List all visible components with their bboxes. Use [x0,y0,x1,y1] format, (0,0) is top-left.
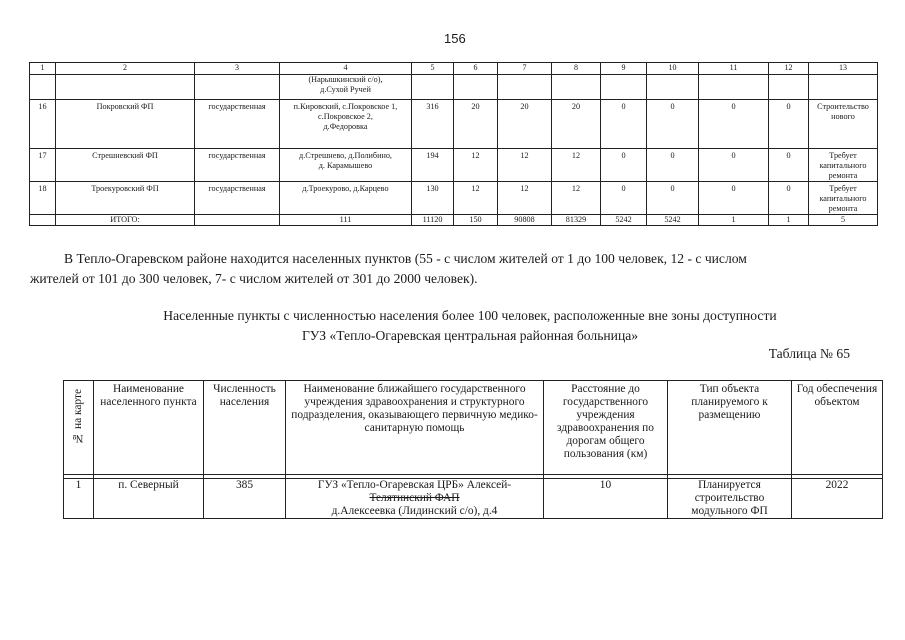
table-caption: Населенные пункты с численностью населения более 100 человек, расположенные вне зоны доступности [163,308,777,323]
cell: 0 [769,100,809,149]
cell: Покровский ФП [56,100,195,149]
total-label: ИТОГО: [56,215,195,226]
cell: 0 [699,182,769,215]
cell: 17 [30,149,56,182]
cell: Троекуровский ФП [56,182,195,215]
column-number: 8 [552,63,601,75]
cell: 5242 [647,215,699,226]
column-number: 13 [809,63,878,75]
cell: государственная [195,100,280,149]
cell: 385 [204,479,286,519]
header-cell: Численность населения [204,381,286,475]
cell: 0 [601,100,647,149]
cell: 20 [498,100,552,149]
table-number: Таблица № 65 [768,346,850,361]
column-number: 4 [280,63,412,75]
facilities-table [29,62,878,226]
cell: 81329 [552,215,601,226]
table-header-row [64,381,883,475]
cell: 11120 [412,215,454,226]
cell: 16 [30,100,56,149]
header-cell: Тип объекта планируемого к размещению [668,381,792,475]
cell: 12 [454,182,498,215]
header-cell: Год обеспечения объектом [792,381,883,475]
cell: 150 [454,215,498,226]
facility-cell [286,479,544,519]
cell: 12 [552,149,601,182]
cell: Стрешневский ФП [56,149,195,182]
cell: 0 [601,182,647,215]
settlements-table [63,380,883,519]
map-number-header: № на карте [72,389,84,444]
cell: 90808 [498,215,552,226]
column-number: 12 [769,63,809,75]
cell: 12 [498,182,552,215]
table-row [30,182,878,215]
facility-line: д.Алексеевка (Лидинский с/о), д.4 [331,505,498,517]
cell: Планируется строительство модульного ФП [668,479,792,519]
column-number: 6 [454,63,498,75]
column-number: 7 [498,63,552,75]
table-total-row [30,215,878,226]
cell: 2022 [792,479,883,519]
cell: Строительство нового [809,100,878,149]
cell: 10 [544,479,668,519]
header-cell: Расстояние до государственного учреждения здравоохранения по дорогам общего пользования (км) [544,381,668,475]
cell: государственная [195,149,280,182]
header-cell: Наименование ближайшего государственного учреждения здравоохранения и структурного подразделения, оказывающего первичную медико-санитарную помощь [286,381,544,475]
cell: государственная [195,182,280,215]
cell [30,215,56,226]
body-paragraph [30,249,864,289]
cell: Требует капитального ремонта [809,182,878,215]
cell: 1 [699,215,769,226]
table-header-row [30,63,878,75]
cell: 12 [552,182,601,215]
facility-line: Телятинский ФАП [369,492,460,504]
paragraph-line: В Тепло-Огаревском районе находится населенных пунктов (55 - с числом жителей от 1 до 100 человек, 12 - с числом [64,251,747,266]
column-number: 2 [56,63,195,75]
cell: 130 [412,182,454,215]
cell: 5242 [601,215,647,226]
cell: 12 [454,149,498,182]
cell: 20 [454,100,498,149]
cell: 5 [809,215,878,226]
cell: 1 [64,479,94,519]
column-number: 1 [30,63,56,75]
cell: 0 [647,182,699,215]
cell: д.Троекурово, д.Карцево [280,182,412,215]
cell [195,215,280,226]
column-number: 11 [699,63,769,75]
cell: п. Северный [94,479,204,519]
cell: 18 [30,182,56,215]
page-number: 156 [444,31,466,46]
cell: 194 [412,149,454,182]
cell: 0 [769,182,809,215]
table-row [64,479,883,519]
cell: д.Стрешнево, д.Полибино, д. Карамышево [280,149,412,182]
paragraph-line: жителей от 101 до 300 человек, 7- с числом жителей от 301 до 2000 человек). [30,271,478,286]
cell: 316 [412,100,454,149]
column-number: 10 [647,63,699,75]
cell: 0 [601,149,647,182]
cell: 111 [280,215,412,226]
cell: 0 [647,149,699,182]
cell: 12 [498,149,552,182]
cell: п.Кировский, с.Покровское 1, с.Покровское 2, д.Федоровка [280,100,412,149]
table-caption: ГУЗ «Тепло-Огаревская центральная районная больница» [301,328,639,343]
cell: 0 [647,100,699,149]
facility-line: ГУЗ «Тепло-Огаревская ЦРБ» Алексей- [317,479,512,491]
table-row [30,149,878,182]
cell: 0 [699,149,769,182]
cell: 0 [699,100,769,149]
table-row-continuation [30,75,878,100]
settlements-cell: (Нарышкинский с/о), д.Сухой Ручей [280,75,412,100]
cell: 1 [769,215,809,226]
table-row [30,100,878,149]
cell: 20 [552,100,601,149]
column-number: 9 [601,63,647,75]
column-number: 5 [412,63,454,75]
cell: Требует капитального ремонта [809,149,878,182]
header-cell: Наименование населенного пункта [94,381,204,475]
cell: 0 [769,149,809,182]
header-cell [64,381,94,475]
column-number: 3 [195,63,280,75]
